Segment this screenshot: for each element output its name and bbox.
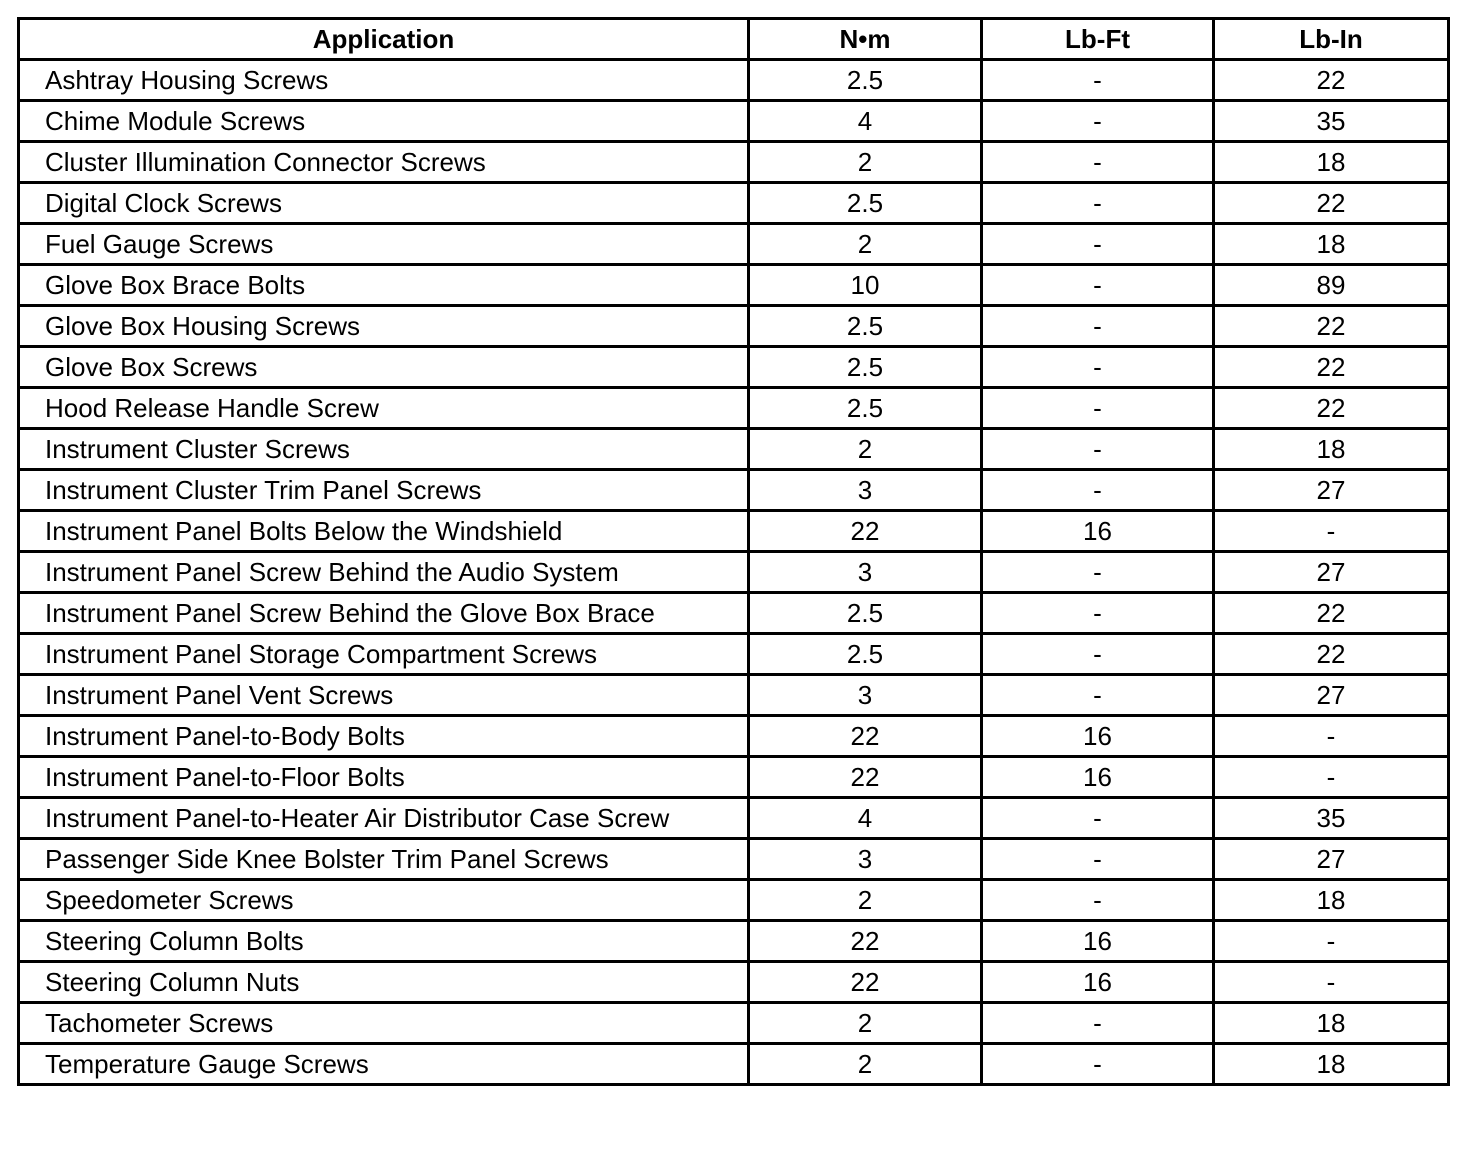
cell-lb-in: 18 (1214, 1003, 1449, 1044)
cell-lb-in: - (1214, 962, 1449, 1003)
cell-application: Instrument Cluster Screws (19, 429, 749, 470)
cell-nm: 4 (749, 798, 982, 839)
cell-lb-in: - (1214, 716, 1449, 757)
cell-application: Digital Clock Screws (19, 183, 749, 224)
cell-nm: 10 (749, 265, 982, 306)
cell-application: Glove Box Screws (19, 347, 749, 388)
table-row (19, 265, 1449, 306)
header-lb-in: Lb-In (1214, 19, 1449, 60)
cell-nm: 2 (749, 1044, 982, 1085)
cell-lb-ft: - (982, 347, 1214, 388)
cell-application: Instrument Panel-to-Body Bolts (19, 716, 749, 757)
table-row (19, 511, 1449, 552)
cell-lb-ft: 16 (982, 511, 1214, 552)
cell-lb-in: 22 (1214, 347, 1449, 388)
cell-nm: 2.5 (749, 183, 982, 224)
cell-lb-ft: - (982, 634, 1214, 675)
cell-lb-in: 27 (1214, 470, 1449, 511)
cell-nm: 3 (749, 552, 982, 593)
table-row (19, 880, 1449, 921)
table-row (19, 593, 1449, 634)
cell-application: Instrument Panel Vent Screws (19, 675, 749, 716)
table-row (19, 347, 1449, 388)
cell-lb-ft: - (982, 142, 1214, 183)
cell-lb-in: 22 (1214, 593, 1449, 634)
table-row (19, 224, 1449, 265)
cell-lb-ft: - (982, 552, 1214, 593)
table-header-row (19, 19, 1449, 60)
cell-application: Steering Column Bolts (19, 921, 749, 962)
table-row (19, 101, 1449, 142)
cell-lb-ft: - (982, 593, 1214, 634)
table-row (19, 183, 1449, 224)
cell-lb-ft: - (982, 798, 1214, 839)
cell-lb-in: 18 (1214, 142, 1449, 183)
cell-lb-in: 18 (1214, 880, 1449, 921)
table-row (19, 1044, 1449, 1085)
cell-application: Instrument Panel Bolts Below the Windshield (19, 511, 749, 552)
cell-lb-ft: - (982, 306, 1214, 347)
cell-application: Tachometer Screws (19, 1003, 749, 1044)
cell-lb-ft: - (982, 470, 1214, 511)
cell-application: Instrument Panel Storage Compartment Screws (19, 634, 749, 675)
cell-nm: 2 (749, 880, 982, 921)
cell-application: Speedometer Screws (19, 880, 749, 921)
cell-application: Ashtray Housing Screws (19, 60, 749, 101)
cell-application: Instrument Cluster Trim Panel Screws (19, 470, 749, 511)
cell-lb-in: 27 (1214, 552, 1449, 593)
cell-nm: 2.5 (749, 347, 982, 388)
table-row (19, 757, 1449, 798)
cell-lb-in: 22 (1214, 388, 1449, 429)
table-row (19, 142, 1449, 183)
cell-lb-ft: - (982, 675, 1214, 716)
cell-lb-ft: 16 (982, 962, 1214, 1003)
cell-application: Instrument Panel Screw Behind the Audio System (19, 552, 749, 593)
table-row (19, 470, 1449, 511)
cell-nm: 22 (749, 511, 982, 552)
cell-application: Temperature Gauge Screws (19, 1044, 749, 1085)
cell-nm: 22 (749, 962, 982, 1003)
cell-lb-ft: - (982, 388, 1214, 429)
cell-lb-in: 22 (1214, 183, 1449, 224)
cell-application: Glove Box Housing Screws (19, 306, 749, 347)
cell-lb-ft: 16 (982, 757, 1214, 798)
cell-application: Glove Box Brace Bolts (19, 265, 749, 306)
cell-application: Instrument Panel-to-Heater Air Distributor Case Screw (19, 798, 749, 839)
cell-nm: 3 (749, 675, 982, 716)
cell-lb-ft: 16 (982, 716, 1214, 757)
table-row (19, 839, 1449, 880)
cell-lb-ft: - (982, 429, 1214, 470)
cell-lb-in: 35 (1214, 798, 1449, 839)
cell-lb-in: 27 (1214, 675, 1449, 716)
header-nm: N•m (749, 19, 982, 60)
cell-application: Passenger Side Knee Bolster Trim Panel Screws (19, 839, 749, 880)
table-row (19, 716, 1449, 757)
cell-nm: 3 (749, 839, 982, 880)
cell-nm: 3 (749, 470, 982, 511)
cell-application: Instrument Panel-to-Floor Bolts (19, 757, 749, 798)
cell-nm: 4 (749, 101, 982, 142)
cell-lb-ft: - (982, 101, 1214, 142)
cell-lb-in: 18 (1214, 224, 1449, 265)
table-row (19, 429, 1449, 470)
cell-lb-ft: - (982, 224, 1214, 265)
cell-nm: 2 (749, 429, 982, 470)
table-row (19, 388, 1449, 429)
cell-lb-in: - (1214, 921, 1449, 962)
table-body (19, 60, 1449, 1085)
cell-lb-in: - (1214, 757, 1449, 798)
cell-nm: 22 (749, 716, 982, 757)
table-row (19, 798, 1449, 839)
torque-specifications-table (17, 17, 1450, 1086)
cell-lb-in: 89 (1214, 265, 1449, 306)
cell-application: Instrument Panel Screw Behind the Glove Box Brace (19, 593, 749, 634)
cell-application: Chime Module Screws (19, 101, 749, 142)
cell-lb-ft: - (982, 1003, 1214, 1044)
cell-lb-in: 35 (1214, 101, 1449, 142)
cell-application: Hood Release Handle Screw (19, 388, 749, 429)
cell-nm: 22 (749, 757, 982, 798)
cell-nm: 2 (749, 224, 982, 265)
cell-lb-ft: - (982, 265, 1214, 306)
table-row (19, 1003, 1449, 1044)
cell-lb-ft: 16 (982, 921, 1214, 962)
cell-lb-in: 18 (1214, 1044, 1449, 1085)
table-row (19, 306, 1449, 347)
cell-lb-in: - (1214, 511, 1449, 552)
table-row (19, 60, 1449, 101)
cell-nm: 2.5 (749, 593, 982, 634)
cell-lb-ft: - (982, 1044, 1214, 1085)
cell-application: Steering Column Nuts (19, 962, 749, 1003)
cell-nm: 2.5 (749, 634, 982, 675)
cell-nm: 2.5 (749, 388, 982, 429)
cell-lb-ft: - (982, 880, 1214, 921)
cell-lb-in: 22 (1214, 60, 1449, 101)
table-row (19, 962, 1449, 1003)
header-lb-ft: Lb-Ft (982, 19, 1214, 60)
cell-lb-ft: - (982, 839, 1214, 880)
cell-lb-in: 27 (1214, 839, 1449, 880)
cell-lb-in: 22 (1214, 306, 1449, 347)
cell-application: Fuel Gauge Screws (19, 224, 749, 265)
cell-nm: 2.5 (749, 60, 982, 101)
cell-lb-in: 22 (1214, 634, 1449, 675)
table-row (19, 552, 1449, 593)
cell-nm: 2 (749, 1003, 982, 1044)
cell-nm: 2.5 (749, 306, 982, 347)
table-row (19, 634, 1449, 675)
cell-application: Cluster Illumination Connector Screws (19, 142, 749, 183)
table-row (19, 675, 1449, 716)
cell-lb-in: 18 (1214, 429, 1449, 470)
table-row (19, 921, 1449, 962)
cell-nm: 2 (749, 142, 982, 183)
cell-nm: 22 (749, 921, 982, 962)
header-application: Application (19, 19, 749, 60)
cell-lb-ft: - (982, 183, 1214, 224)
cell-lb-ft: - (982, 60, 1214, 101)
